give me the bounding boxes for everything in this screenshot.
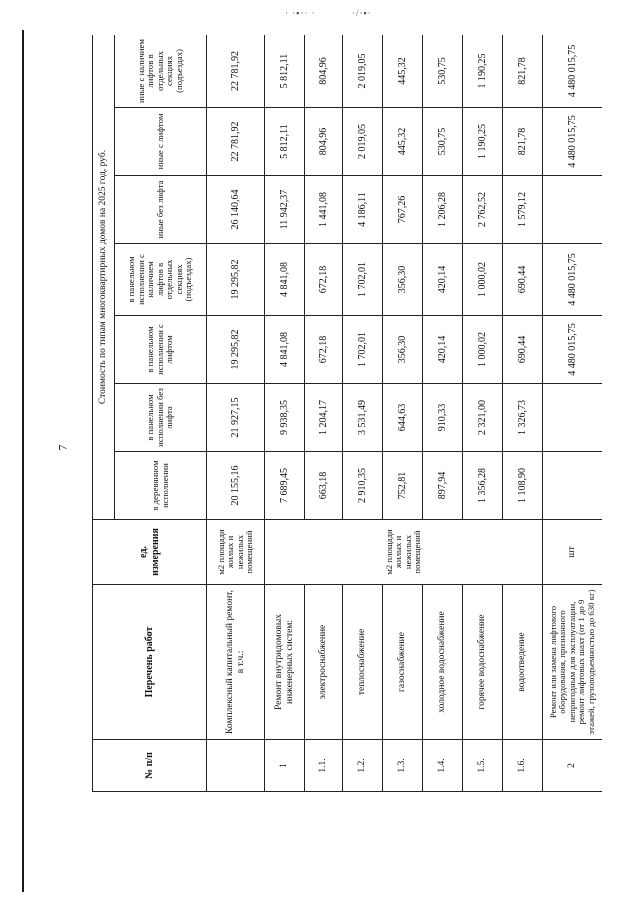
cell-value: 1 190,25 <box>463 108 503 176</box>
cell-value: 690,44 <box>503 244 543 316</box>
cell-value: 420,14 <box>423 316 463 384</box>
cell-value <box>543 452 603 520</box>
cell-value: 2 762,52 <box>463 176 503 244</box>
cell-num: 1.5. <box>463 740 503 792</box>
cell-value: 1 108,90 <box>503 452 543 520</box>
cell-value: 9 938,35 <box>265 384 305 452</box>
cell-value: 1 000,02 <box>463 316 503 384</box>
cell-value: 672,18 <box>305 244 343 316</box>
cell-value: 1 579,12 <box>503 176 543 244</box>
cell-work: Ремонт внутридомовых инженерных систем: <box>265 585 305 740</box>
cell-value: 5 812,11 <box>265 108 305 176</box>
cell-value: 644,63 <box>383 384 423 452</box>
table-frame <box>92 35 602 792</box>
table-row-1 <box>265 35 305 792</box>
header-cost-title: Стоимость по типам многоквартирных домов на 2025 год, руб. <box>93 35 115 520</box>
cell-unit: м2 площади жилых и нежилых помещений <box>207 520 265 585</box>
cell-unit-group: м2 площади жилых и нежилых помещений <box>265 520 543 585</box>
header-work: Перечень работ <box>93 585 207 740</box>
cell-value <box>543 176 603 244</box>
cell-value: 1 000,02 <box>463 244 503 316</box>
header-type-wood: в деревянном исполнении <box>115 452 207 520</box>
cell-value: 445,32 <box>383 35 423 108</box>
cell-value: 1 206,28 <box>423 176 463 244</box>
cell-num <box>207 740 265 792</box>
header-type-panel-lift: в панельном исполнении с лифтом <box>115 316 207 384</box>
cell-value: 1 702,01 <box>343 316 383 384</box>
cell-value: 20 155,16 <box>207 452 265 520</box>
cell-value: 19 295,82 <box>207 316 265 384</box>
cell-work: горячее водоснабжение <box>463 585 503 740</box>
cell-work: Ремонт или замена лифтового оборудования, признанного непригодным для эксплуатации, ремонт лифтовых шахт (от 1 до 9 этажей, грузоподъемностью до 630 кг) <box>543 585 603 740</box>
cell-value: 752,81 <box>383 452 423 520</box>
table-row-1-5 <box>463 35 503 792</box>
cell-unit: шт <box>543 520 603 585</box>
cell-value: 767,26 <box>383 176 423 244</box>
cell-value: 420,14 <box>423 244 463 316</box>
table-row-total <box>207 35 265 792</box>
cell-value: 7 689,45 <box>265 452 305 520</box>
cell-value: 2 019,05 <box>343 35 383 108</box>
cell-value: 4 841,08 <box>265 244 305 316</box>
cell-value: 530,75 <box>423 35 463 108</box>
cell-value: 22 781,92 <box>207 35 265 108</box>
cell-value: 3 531,49 <box>343 384 383 452</box>
cell-work: теплоснабжение <box>343 585 383 740</box>
table-row-1-4 <box>423 35 463 792</box>
cell-value: 663,18 <box>305 452 343 520</box>
cell-work: газоснабжение <box>383 585 423 740</box>
cell-value: 804,96 <box>305 35 343 108</box>
cell-value: 1 356,28 <box>463 452 503 520</box>
table-row-1-3 <box>383 35 423 792</box>
cell-value: 897,94 <box>423 452 463 520</box>
cell-num: 1 <box>265 740 305 792</box>
cell-work: водоотведение <box>503 585 543 740</box>
cell-value: 11 942,37 <box>265 176 305 244</box>
header-unit: ед. измерения <box>93 520 207 585</box>
cell-num: 1.6. <box>503 740 543 792</box>
cell-value: 356,30 <box>383 316 423 384</box>
cell-num: 1.3. <box>383 740 423 792</box>
cell-value: 356,30 <box>383 244 423 316</box>
cell-value: 1 441,08 <box>305 176 343 244</box>
cost-table <box>92 35 602 792</box>
cell-value: 821,78 <box>503 35 543 108</box>
cell-value: 2 910,35 <box>343 452 383 520</box>
header-type-panel-no-lift: в панельном исполнении без лифта <box>115 384 207 452</box>
cell-value: 5 812,11 <box>265 35 305 108</box>
header-type-panel-partial-lift: в панельном исполнении с наличием лифтов в отдельных секциях (подъездах) <box>115 244 207 316</box>
cell-value: 530,75 <box>423 108 463 176</box>
table-row-1-1 <box>305 35 343 792</box>
cell-value: 4 480 015,75 <box>543 244 603 316</box>
scan-mark-left: · ·▪·· · <box>285 8 316 18</box>
cell-value: 4 480 015,75 <box>543 316 603 384</box>
cell-value: 4 841,08 <box>265 316 305 384</box>
page-number: 7 <box>55 444 70 451</box>
header-num: № п/п <box>93 740 207 792</box>
cell-value: 2 321,00 <box>463 384 503 452</box>
cell-value: 4 480 015,75 <box>543 108 603 176</box>
table-row-1-2 <box>343 35 383 792</box>
cell-value: 22 781,92 <box>207 108 265 176</box>
cell-value: 672,18 <box>305 316 343 384</box>
cell-value: 690,44 <box>503 316 543 384</box>
cell-value: 1 326,73 <box>503 384 543 452</box>
cell-num: 2 <box>543 740 603 792</box>
cell-work: электроснабжение <box>305 585 343 740</box>
cell-value: 21 927,15 <box>207 384 265 452</box>
cell-value: 1 190,25 <box>463 35 503 108</box>
cell-value: 2 019,05 <box>343 108 383 176</box>
rotated-table-container <box>92 35 602 792</box>
cell-num: 1.4. <box>423 740 463 792</box>
cell-value: 445,32 <box>383 108 423 176</box>
cell-work: холодное водоснабжение <box>423 585 463 740</box>
cell-value: 19 295,82 <box>207 244 265 316</box>
cell-num: 1.1. <box>305 740 343 792</box>
page-binding-rule <box>22 30 24 892</box>
cell-value: 821,78 <box>503 108 543 176</box>
header-type-other-no-lift: иные без лифта <box>115 176 207 244</box>
cell-work: Комплексный капитальный ремонт, в т.ч.: <box>207 585 265 740</box>
header-type-other-lift: иные с лифтом <box>115 108 207 176</box>
cell-value: 1 204,17 <box>305 384 343 452</box>
cell-value: 910,33 <box>423 384 463 452</box>
cell-num: 1.2. <box>343 740 383 792</box>
cell-value: 804,96 <box>305 108 343 176</box>
table-row-2 <box>543 35 603 792</box>
cell-value: 1 702,01 <box>343 244 383 316</box>
cell-value: 4 480 015,75 <box>543 35 603 108</box>
table-row-1-6 <box>503 35 543 792</box>
cell-value: 4 186,11 <box>343 176 383 244</box>
cell-value: 26 140,64 <box>207 176 265 244</box>
header-type-other-partial-lift: иные с наличием лифтов в отдельных секциях (подъездах) <box>115 35 207 108</box>
scan-mark-right: ·/·▪· <box>352 8 372 18</box>
cell-value <box>543 384 603 452</box>
